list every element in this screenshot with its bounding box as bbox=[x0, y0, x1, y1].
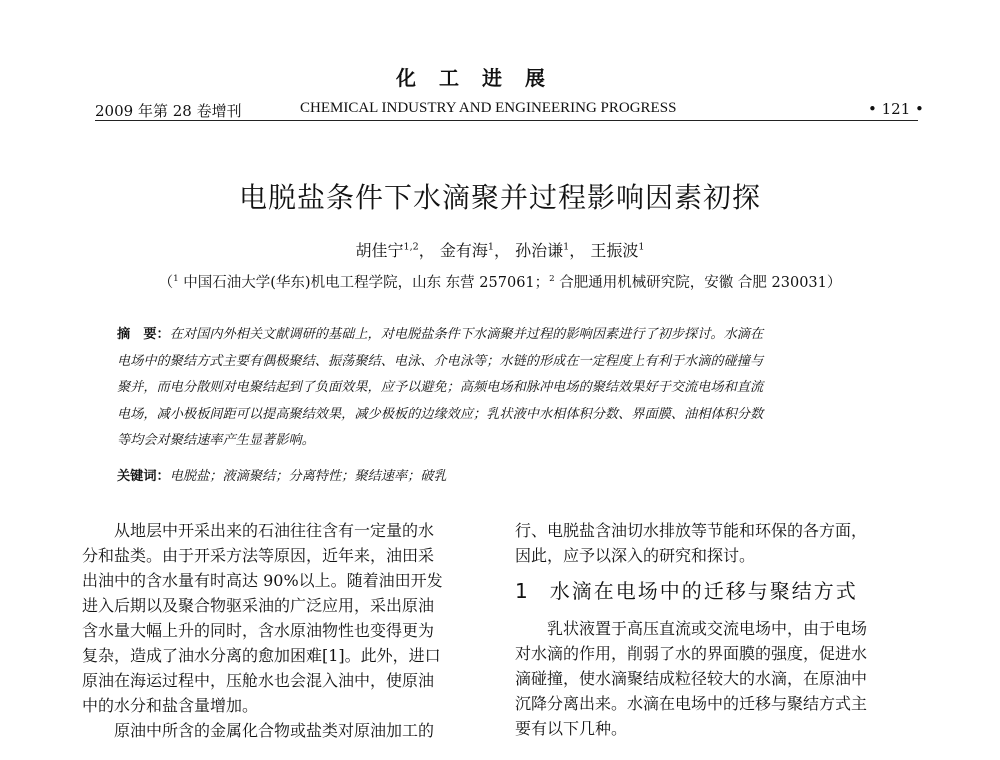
keywords-text: 电脱盐；液滴聚结；分离特性；聚结速率；破乳 bbox=[169, 469, 447, 484]
keywords-label: 关键词： bbox=[117, 469, 170, 484]
body-line: 分和盐类。由于开采方法等原因，近年来，油田采 bbox=[82, 546, 435, 565]
journal-title-cn: 化工进展 bbox=[396, 66, 568, 90]
body-line: 含水量大幅上升的同时，含水原油物性也变得更为 bbox=[82, 621, 435, 640]
author: 金有海$^1$， bbox=[439, 241, 511, 260]
abstract-line: 等均会对聚结速率产生显著影响。 bbox=[117, 433, 315, 448]
body-line: 滴碰撞，使水滴聚结成粒径较大的水滴，在原油中 bbox=[515, 669, 868, 688]
section-number: 1 bbox=[515, 579, 530, 603]
abstract bbox=[117, 322, 902, 455]
author-list bbox=[0, 238, 1000, 261]
abstract-line: 聚并，而电分散则对电聚结起到了负面效果，应予以避免；高频电场和脉冲电场的聚结效果好于交流电场和直流 bbox=[117, 380, 764, 395]
body-line: 从地层中开采出来的石油往往含有一定量的水 bbox=[114, 521, 435, 540]
abstract-line: 电场，减小极板间距可以提高聚结效果，减少极板的边缘效应；乳状液中水相体积分数、界面膜、油相体积分数 bbox=[117, 406, 764, 422]
body-line: 原油中所含的金属化合物或盐类对原油加工的 bbox=[114, 721, 435, 740]
keywords bbox=[117, 465, 447, 484]
body-left-column bbox=[82, 518, 502, 743]
author: 王振波$^1$ bbox=[590, 241, 645, 260]
header-rule bbox=[95, 120, 918, 121]
body-line: 原油在海运过程中，压舱水也会混入油中，使原油 bbox=[82, 671, 435, 690]
section-title: 水滴在电场中的迁移与聚结方式 bbox=[549, 579, 858, 603]
article-title: 电脱盐条件下水滴聚并过程影响因素初探 bbox=[238, 181, 761, 214]
affiliations: （$^1$ 中国石油大学(华东)机电工程学院，山东 东营 257061；$^2$ 合肥通用机械研究院，安徽 合肥 230031） bbox=[158, 274, 842, 291]
body-line: 对水滴的作用，削弱了水的界面膜的强度，促进水 bbox=[515, 644, 868, 663]
author: 孙治谦$^1$， bbox=[515, 241, 586, 260]
abstract-label: 摘 要： bbox=[117, 327, 170, 342]
section-heading bbox=[515, 579, 935, 604]
author: 胡佳宁$^{1,2}$， bbox=[355, 241, 435, 260]
issue-info: 2009 年第 28 卷增刊 bbox=[95, 102, 242, 120]
body-line: 因此，应予以深入的研究和探讨。 bbox=[515, 546, 756, 565]
body-line: 行、电脱盐含油切水排放等节能和环保的各方面， bbox=[515, 521, 868, 540]
abstract-line: 电场中的聚结方式主要有偶极聚结、振荡聚结、电泳、介电泳等；水链的形成在一定程度上有利于水滴的碰撞与 bbox=[117, 353, 764, 369]
body-line: 要有以下几种。 bbox=[515, 719, 628, 738]
body-line: 复杂，造成了油水分离的愈加困难[1]。此外，进口 bbox=[82, 646, 441, 665]
body-line: 乳状液置于高压直流或交流电场中，由于电场 bbox=[547, 619, 868, 638]
body-line: 沉降分离出来。水滴在电场中的迁移与聚结方式主 bbox=[515, 694, 868, 713]
body-line: 进入后期以及聚合物驱采油的广泛应用，采出原油 bbox=[82, 596, 435, 615]
body-line: 中的水分和盐含量增加。 bbox=[82, 696, 259, 715]
body-line: 出油中的含水量有时高达 90%以上。随着油田开发 bbox=[82, 571, 443, 590]
page-number: • 121 • bbox=[868, 100, 924, 118]
journal-title-en: CHEMICAL INDUSTRY AND ENGINEERING PROGRESS bbox=[300, 100, 677, 116]
abstract-line: 摘 要：在对国内外相关文献调研的基础上，对电脱盐条件下水滴聚并过程的影响因素进行了初步探讨。水滴在 bbox=[117, 327, 764, 342]
body-right-column bbox=[515, 518, 935, 741]
